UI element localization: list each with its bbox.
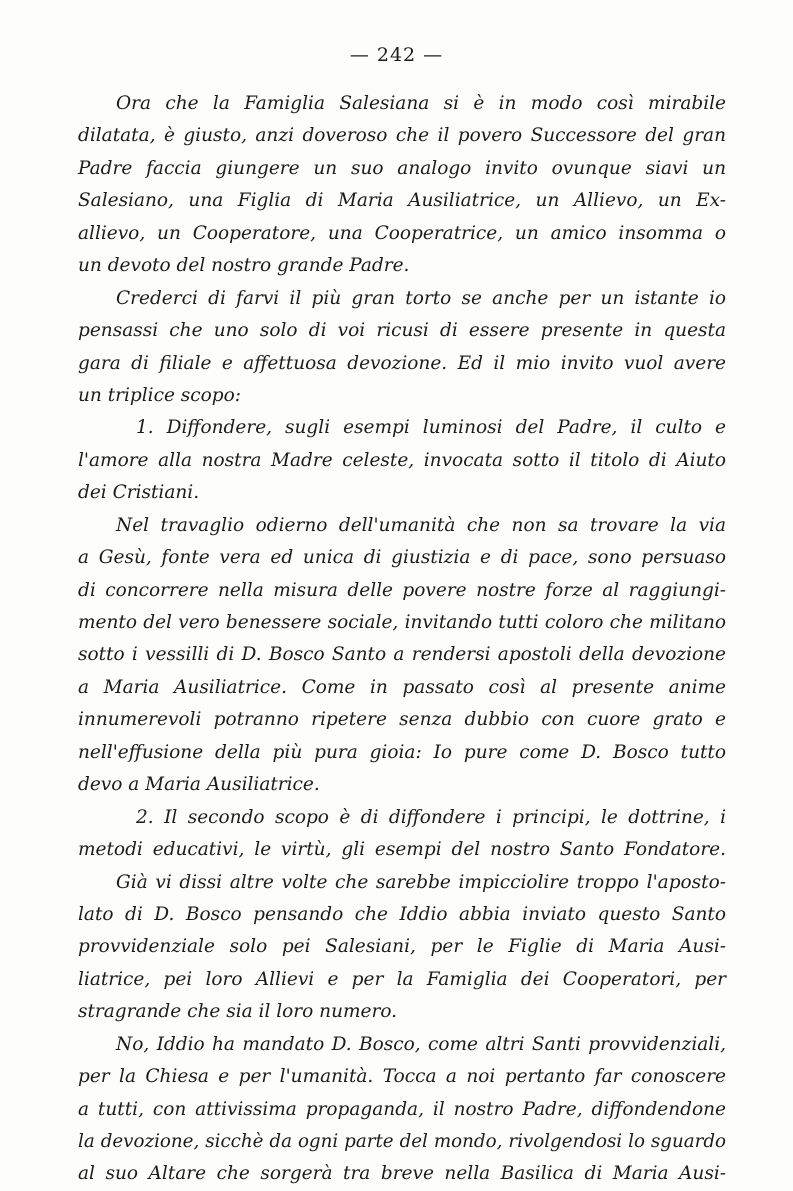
body-text — [78, 88, 726, 1191]
text-line: nell'effusione della più pura gioia: Io pure come D. Bosco tutto — [78, 741, 726, 763]
text-line: al suo Altare che sorgerà tra breve nella Basilica di Maria Ausi- — [78, 1163, 726, 1185]
text-line: sotto i vessilli di D. Bosco Santo a rendersi apostoli della devozione — [78, 644, 726, 666]
text-line: Crederci di farvi il più gran torto se anche per un istante io — [116, 287, 726, 309]
text-line: di concorrere nella misura delle povere nostre forze al raggiungi- — [78, 579, 726, 601]
page-number: — 242 — — [349, 44, 444, 66]
text-line: Ora che la Famiglia Salesiana si è in modo così mirabile — [116, 93, 726, 114]
text-line: Padre faccia giungere un suo analogo invito ovunque siavi un — [78, 157, 726, 179]
text-line: dei Cristiani. — [78, 482, 200, 504]
text-line: metodi educativi, le virtù, gli esempi del nostro Santo Fondatore. — [78, 839, 726, 861]
text-line: a Maria Ausiliatrice. Come in passato così al presente anime — [78, 676, 726, 698]
text-line: Salesiano, una Figlia di Maria Ausiliatrice, un Allievo, un Ex- — [78, 190, 726, 212]
text-line: Già vi dissi altre volte che sarebbe impicciolire troppo l'aposto- — [116, 871, 726, 893]
text-line: gara di filiale e affettuosa devozione. Ed il mio invito vuol avere — [78, 352, 726, 374]
text-line: provvidenziale solo pei Salesiani, per le Figlie di Maria Ausi- — [78, 936, 726, 958]
text-line: liatrice, pei loro Allievi e per la Famiglia dei Cooperatori, per — [78, 968, 726, 990]
text-line: un triplice scopo: — [78, 384, 241, 406]
text-line: dilatata, è giusto, anzi doveroso che il povero Successore del gran — [78, 125, 726, 147]
text-line: a tutti, con attivissima propaganda, il nostro Padre, diffondendone — [78, 1098, 726, 1120]
text-line: Nel travaglio odierno dell'umanità che non sa trovare la via — [116, 514, 726, 536]
text-line: No, Iddio ha mandato D. Bosco, come altri Santi provvidenziali, — [116, 1033, 726, 1055]
text-line: la devozione, sicchè da ogni parte del mondo, rivolgendosi lo sguardo — [78, 1131, 726, 1152]
text-line: devo a Maria Ausiliatrice. — [78, 774, 320, 796]
text-line: stragrande che sia il loro numero. — [78, 1001, 398, 1023]
text-line: 1. Diffondere, sugli esempi luminosi del Padre, il culto e — [136, 417, 726, 439]
text-line: l'amore alla nostra Madre celeste, invocata sotto il titolo di Aiuto — [78, 449, 726, 471]
text-line: mento del vero benessere sociale, invitando tutti coloro che militano — [78, 612, 726, 633]
text-line: pensassi che uno solo di voi ricusi di essere presente in questa — [78, 320, 726, 342]
text-line: 2. Il secondo scopo è di diffondere i principi, le dottrine, i — [136, 806, 726, 828]
text-line: un devoto del nostro grande Padre. — [78, 255, 410, 277]
text-line: innumerevoli potranno ripetere senza dubbio con cuore grato e — [78, 709, 726, 731]
text-line: allievo, un Cooperatore, una Cooperatrice, un amico insomma o — [78, 222, 726, 244]
text-line: lato di D. Bosco pensando che Iddio abbia inviato questo Santo — [78, 903, 726, 925]
text-line: per la Chiesa e per l'umanità. Tocca a noi pertanto far conoscere — [78, 1066, 726, 1088]
text-line: a Gesù, fonte vera ed unica di giustizia e di pace, sono persuaso — [78, 547, 726, 569]
